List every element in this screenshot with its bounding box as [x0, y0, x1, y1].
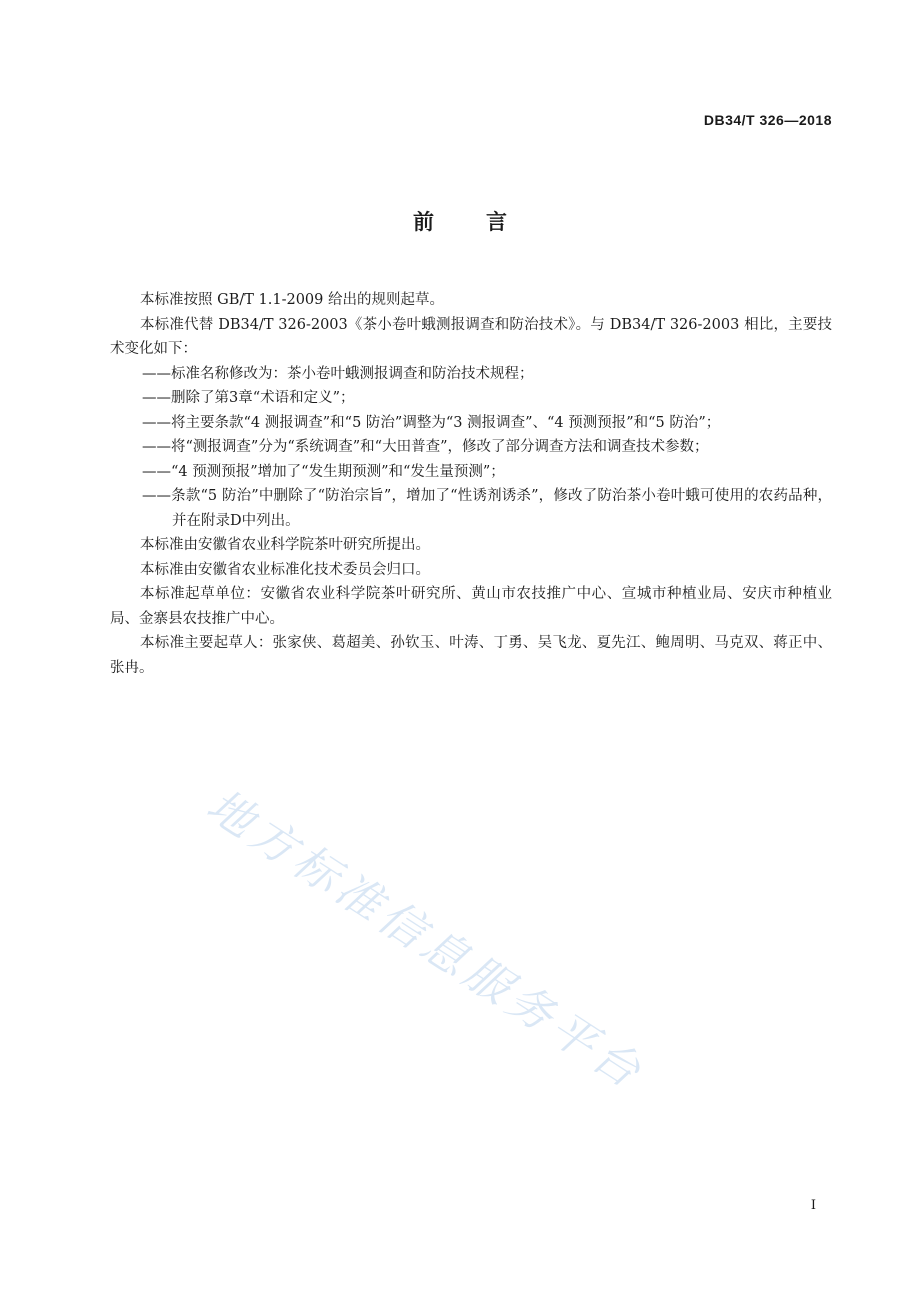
title-char-2: 言 — [486, 210, 507, 234]
foreword-body — [110, 288, 832, 680]
watermark: 地方标准信息服务平台 — [197, 778, 655, 1101]
change-item: ——“4 预测预报”增加了“发生期预测”和“发生量预测”； — [142, 463, 505, 480]
page-title — [0, 206, 920, 236]
paragraph-proposer: 本标准由安徽省农业科学院茶叶研究所提出。 — [140, 537, 430, 553]
change-item: ——将“测报调查”分为“系统调查”和“大田普查”，修改了部分调查方法和调查技术参数； — [142, 439, 709, 455]
paragraph-drafting-rules: 本标准按照 GB/T 1.1-2009 给出的规则起草。 — [140, 292, 444, 308]
change-item: ——条款“5 防治”中删除了“防治宗旨”，增加了“性诱剂诱杀”，修改了防治茶小卷叶蛾可使用的农药品种，并在附录D中列出。 — [142, 488, 832, 529]
document-code: DB34/T 326—2018 — [703, 112, 832, 128]
paragraph-replacement: 本标准代替 DB34/T 326-2003《茶小卷叶蛾测报调查和防治技术》。与 DB34/T 326-2003 相比，主要技术变化如下： — [110, 316, 832, 357]
paragraph-drafters: 本标准主要起草人：张家侠、葛超美、孙钦玉、叶涛、丁勇、吴飞龙、夏先江、鲍周明、马克双、蒋正中、张冉。 — [110, 635, 832, 676]
change-item: ——将主要条款“4 测报调查”和“5 防治”调整为“3 测报调查”、“4 预测预报”和“5 防治”； — [142, 414, 721, 431]
change-item: ——删除了第3章“术语和定义”； — [142, 390, 355, 406]
change-item: ——标准名称修改为：茶小卷叶蛾测报调查和防治技术规程； — [142, 365, 534, 382]
page-number: I — [810, 1198, 816, 1213]
paragraph-drafting-units: 本标准起草单位：安徽省农业科学院茶叶研究所、黄山市农技推广中心、宣城市种植业局、安庆市种植业局、金寨县农技推广中心。 — [110, 586, 832, 627]
paragraph-committee: 本标准由安徽省农业标准化技术委员会归口。 — [140, 561, 430, 578]
title-char-1: 前 — [413, 210, 434, 234]
